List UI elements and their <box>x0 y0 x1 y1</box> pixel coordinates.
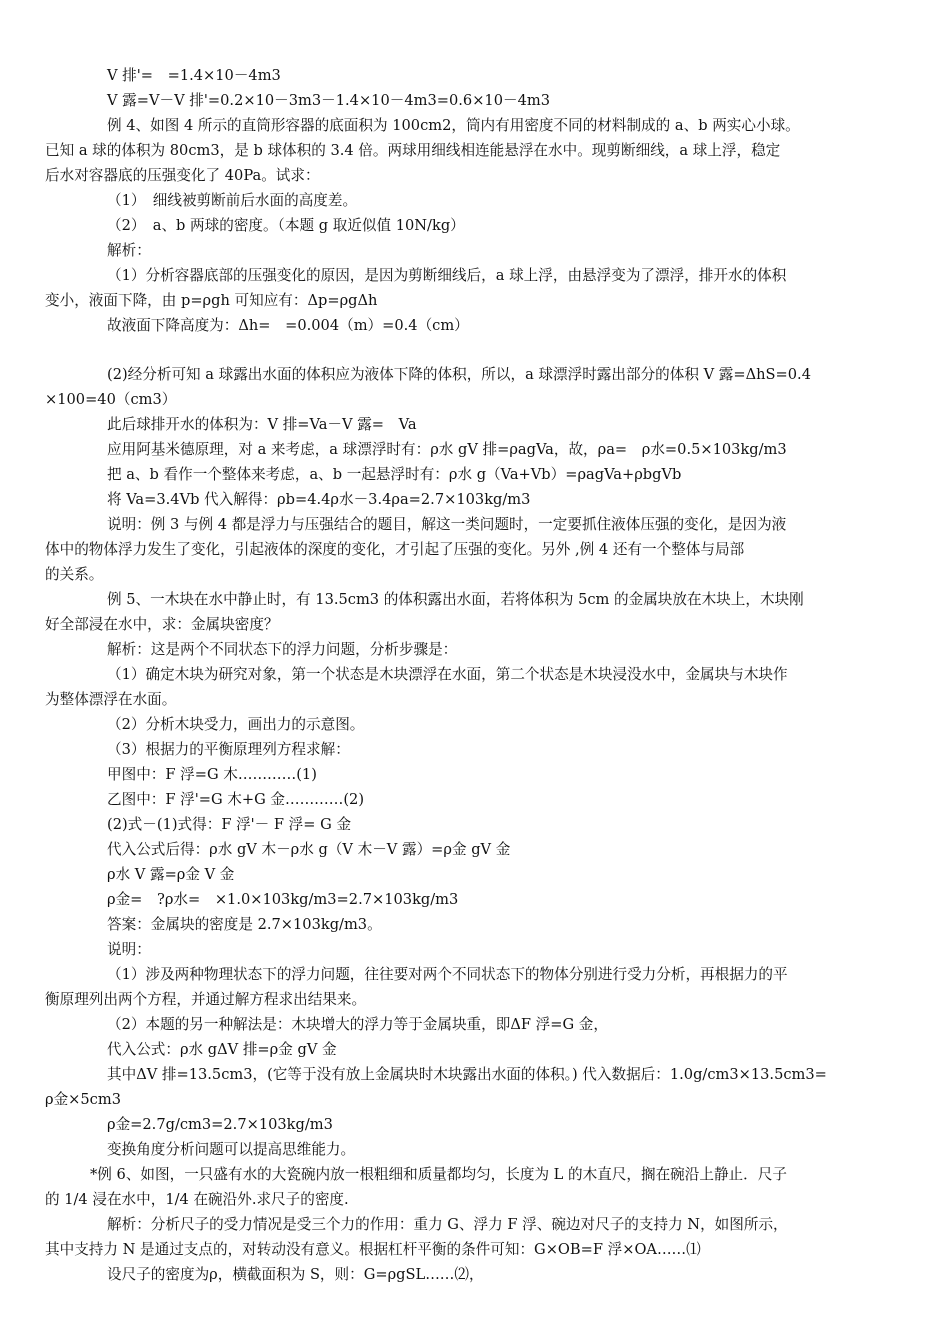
text-line: 为整体漂浮在水面。 <box>45 691 177 708</box>
text-line: （1）确定木块为研究对象，第一个状态是木块漂浮在水面，第二个状态是木块浸没水中，金属块与木块作 <box>107 666 788 683</box>
text-line: 例 5、一木块在水中静止时，有 13.5cm3 的体积露出水面，若将体积为 5cm 的金属块放在木块上，木块刚 <box>107 591 804 608</box>
text-line: 设尺子的密度为ρ，横截面积为 S，则：G=ρgSL……⑵， <box>107 1266 484 1283</box>
text-line: ρ金×5cm3 <box>45 1091 121 1108</box>
text-line: （2）分析木块受力，画出力的示意图。 <box>107 716 365 733</box>
text-line: (2)经分析可知 a 球露出水面的体积应为液体下降的体积，所以，a 球漂浮时露出部分的体积 V 露=ΔhS=0.4 <box>107 366 811 383</box>
text-line: （1）涉及两种物理状态下的浮力问题，往往要对两个不同状态下的物体分别进行受力分析，再根据力的平 <box>107 966 788 983</box>
text-line: （2）本题的另一种解法是：木块增大的浮力等于金属块重，即ΔF 浮=G 金， <box>107 1016 608 1033</box>
text-line: 解析： <box>107 242 151 259</box>
text-line: 例 4、如图 4 所示的直筒形容器的底面积为 100cm2，筒内有用密度不同的材料制成的 a、b 两实心小球。 <box>107 117 800 134</box>
text-line: 解析：分析尺子的受力情况是受三个力的作用：重力 G、浮力 F 浮、碗边对尺子的支持力 N，如图所示， <box>107 1216 788 1233</box>
text-line: ρ金=2.7g/cm3=2.7×103kg/m3 <box>107 1116 333 1133</box>
text-line: 体中的物体浮力发生了变化，引起液体的深度的变化，才引起了压强的变化。另外 ,例 4 还有一个整体与局部 <box>45 541 745 558</box>
text-line: （1） 细线被剪断前后水面的高度差。 <box>107 192 358 209</box>
text-line: (2)式－(1)式得：F 浮'－ F 浮= G 金 <box>107 816 352 833</box>
text-line: 说明：例 3 与例 4 都是浮力与压强结合的题目，解这一类问题时，一定要抓住液体压强的变化，是因为液 <box>107 516 787 533</box>
text-line: 代入公式后得：ρ水 gV 木－ρ水 g（V 木－V 露）=ρ金 gV 金 <box>107 841 511 858</box>
text-line: 乙图中：F 浮'=G 木+G 金…………(2) <box>107 791 365 808</box>
text-line: 衡原理列出两个方程，并通过解方程求出结果来。 <box>45 991 367 1008</box>
text-line: 故液面下降高度为：Δh= =0.004（m）=0.4（cm） <box>107 317 469 334</box>
text-line: 的 1/4 浸在水中，1/4 在碗沿外.求尺子的密度. <box>45 1191 349 1208</box>
text-line: 应用阿基米德原理，对 a 来考虑，a 球漂浮时有：ρ水 gV 排=ρagVa，故，ρa= ρ水=0.5×103kg/m3 <box>107 441 787 458</box>
text-line: 把 a、b 看作一个整体来考虑，a、b 一起悬浮时有：ρ水 g（Va+Vb）=ρagVa+ρbgVb <box>107 466 682 483</box>
text-line: ρ金= ?ρ水= ×1.0×103kg/m3=2.7×103kg/m3 <box>107 891 459 908</box>
text-line: （1）分析容器底部的压强变化的原因，是因为剪断细线后，a 球上浮，由悬浮变为了漂浮，排开水的体积 <box>107 267 787 284</box>
text-line: ρ水 V 露=ρ金 V 金 <box>107 866 235 883</box>
text-line: V 露=V－V 排'=0.2×10－3m3－1.4×10－4m3=0.6×10－4m3 <box>107 92 550 109</box>
text-line: 其中ΔV 排=13.5cm3，(它等于没有放上金属块时木块露出水面的体积。) 代入数据后：1.0g/cm3×13.5cm3= <box>107 1066 827 1083</box>
text-line: 的关系。 <box>45 566 104 583</box>
text-line: 已知 a 球的体积为 80cm3，是 b 球体积的 3.4 倍。两球用细线相连能悬浮在水中。现剪断细线，a 球上浮，稳定 <box>45 142 781 159</box>
text-line: （2） a、b 两球的密度。（本题 g 取近似值 10N/kg） <box>107 217 465 234</box>
text-line: 变小，液面下降，由 p=ρgh 可知应有：Δp=ρgΔh <box>45 292 378 309</box>
text-line: 变换角度分析问题可以提高思维能力。 <box>107 1141 356 1158</box>
text-line: 说明： <box>107 941 151 958</box>
text-line: 代入公式：ρ水 gΔV 排=ρ金 gV 金 <box>107 1041 337 1058</box>
text-line: 将 Va=3.4Vb 代入解得：ρb=4.4ρ水－3.4ρa=2.7×103kg/m3 <box>107 491 531 508</box>
text-line: 甲图中：F 浮=G 木…………(1) <box>107 766 317 783</box>
text-line: 其中支持力 N 是通过支点的，对转动没有意义。根据杠杆平衡的条件可知：G×OB=F 浮×OA……⑴ <box>45 1241 701 1258</box>
text-line: 答案：金属块的密度是 2.7×103kg/m3。 <box>107 916 382 933</box>
text-line: *例 6、如图，一只盛有水的大瓷碗内放一根粗细和质量都均匀，长度为 L 的木直尺，搁在碗沿上静止．尺子 <box>90 1166 787 1183</box>
text-line: 解析：这是两个不同状态下的浮力问题，分析步骤是： <box>107 641 458 658</box>
text-line: 好全部浸在水中，求：金属块密度？ <box>45 616 279 633</box>
text-line: 此后球排开水的体积为：V 排=Va－V 露= Va <box>107 416 417 433</box>
text-line: V 排'= =1.4×10－4m3 <box>107 67 281 84</box>
text-line: 后水对容器底的压强变化了 40Pa。试求： <box>45 167 320 184</box>
text-line: ×100=40（cm3） <box>45 391 177 408</box>
text-line: （3）根据力的平衡原理列方程求解： <box>107 741 350 758</box>
